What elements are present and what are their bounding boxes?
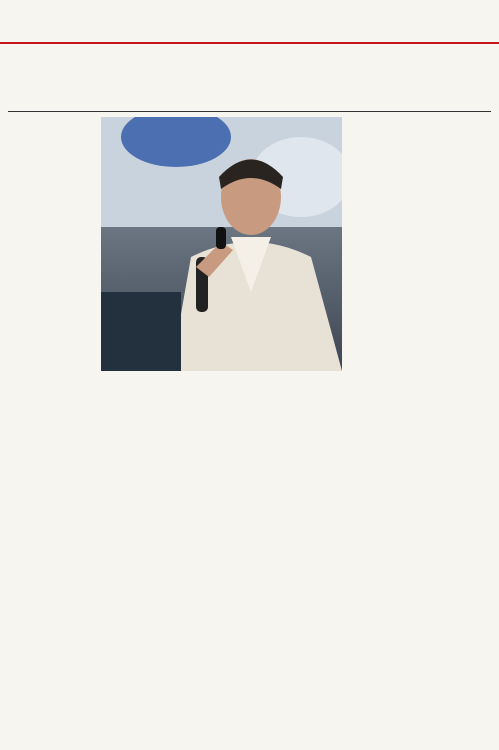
- article-left-column: [10, 118, 96, 748]
- masthead: [0, 0, 499, 44]
- sub-article-col-3: [272, 492, 352, 748]
- article-photo: [101, 117, 342, 371]
- sub-article-col-1: [108, 492, 186, 748]
- divider: [8, 111, 491, 112]
- photo-image: [101, 117, 342, 371]
- right-news: [368, 124, 492, 127]
- sub-article-col-2: [190, 492, 268, 748]
